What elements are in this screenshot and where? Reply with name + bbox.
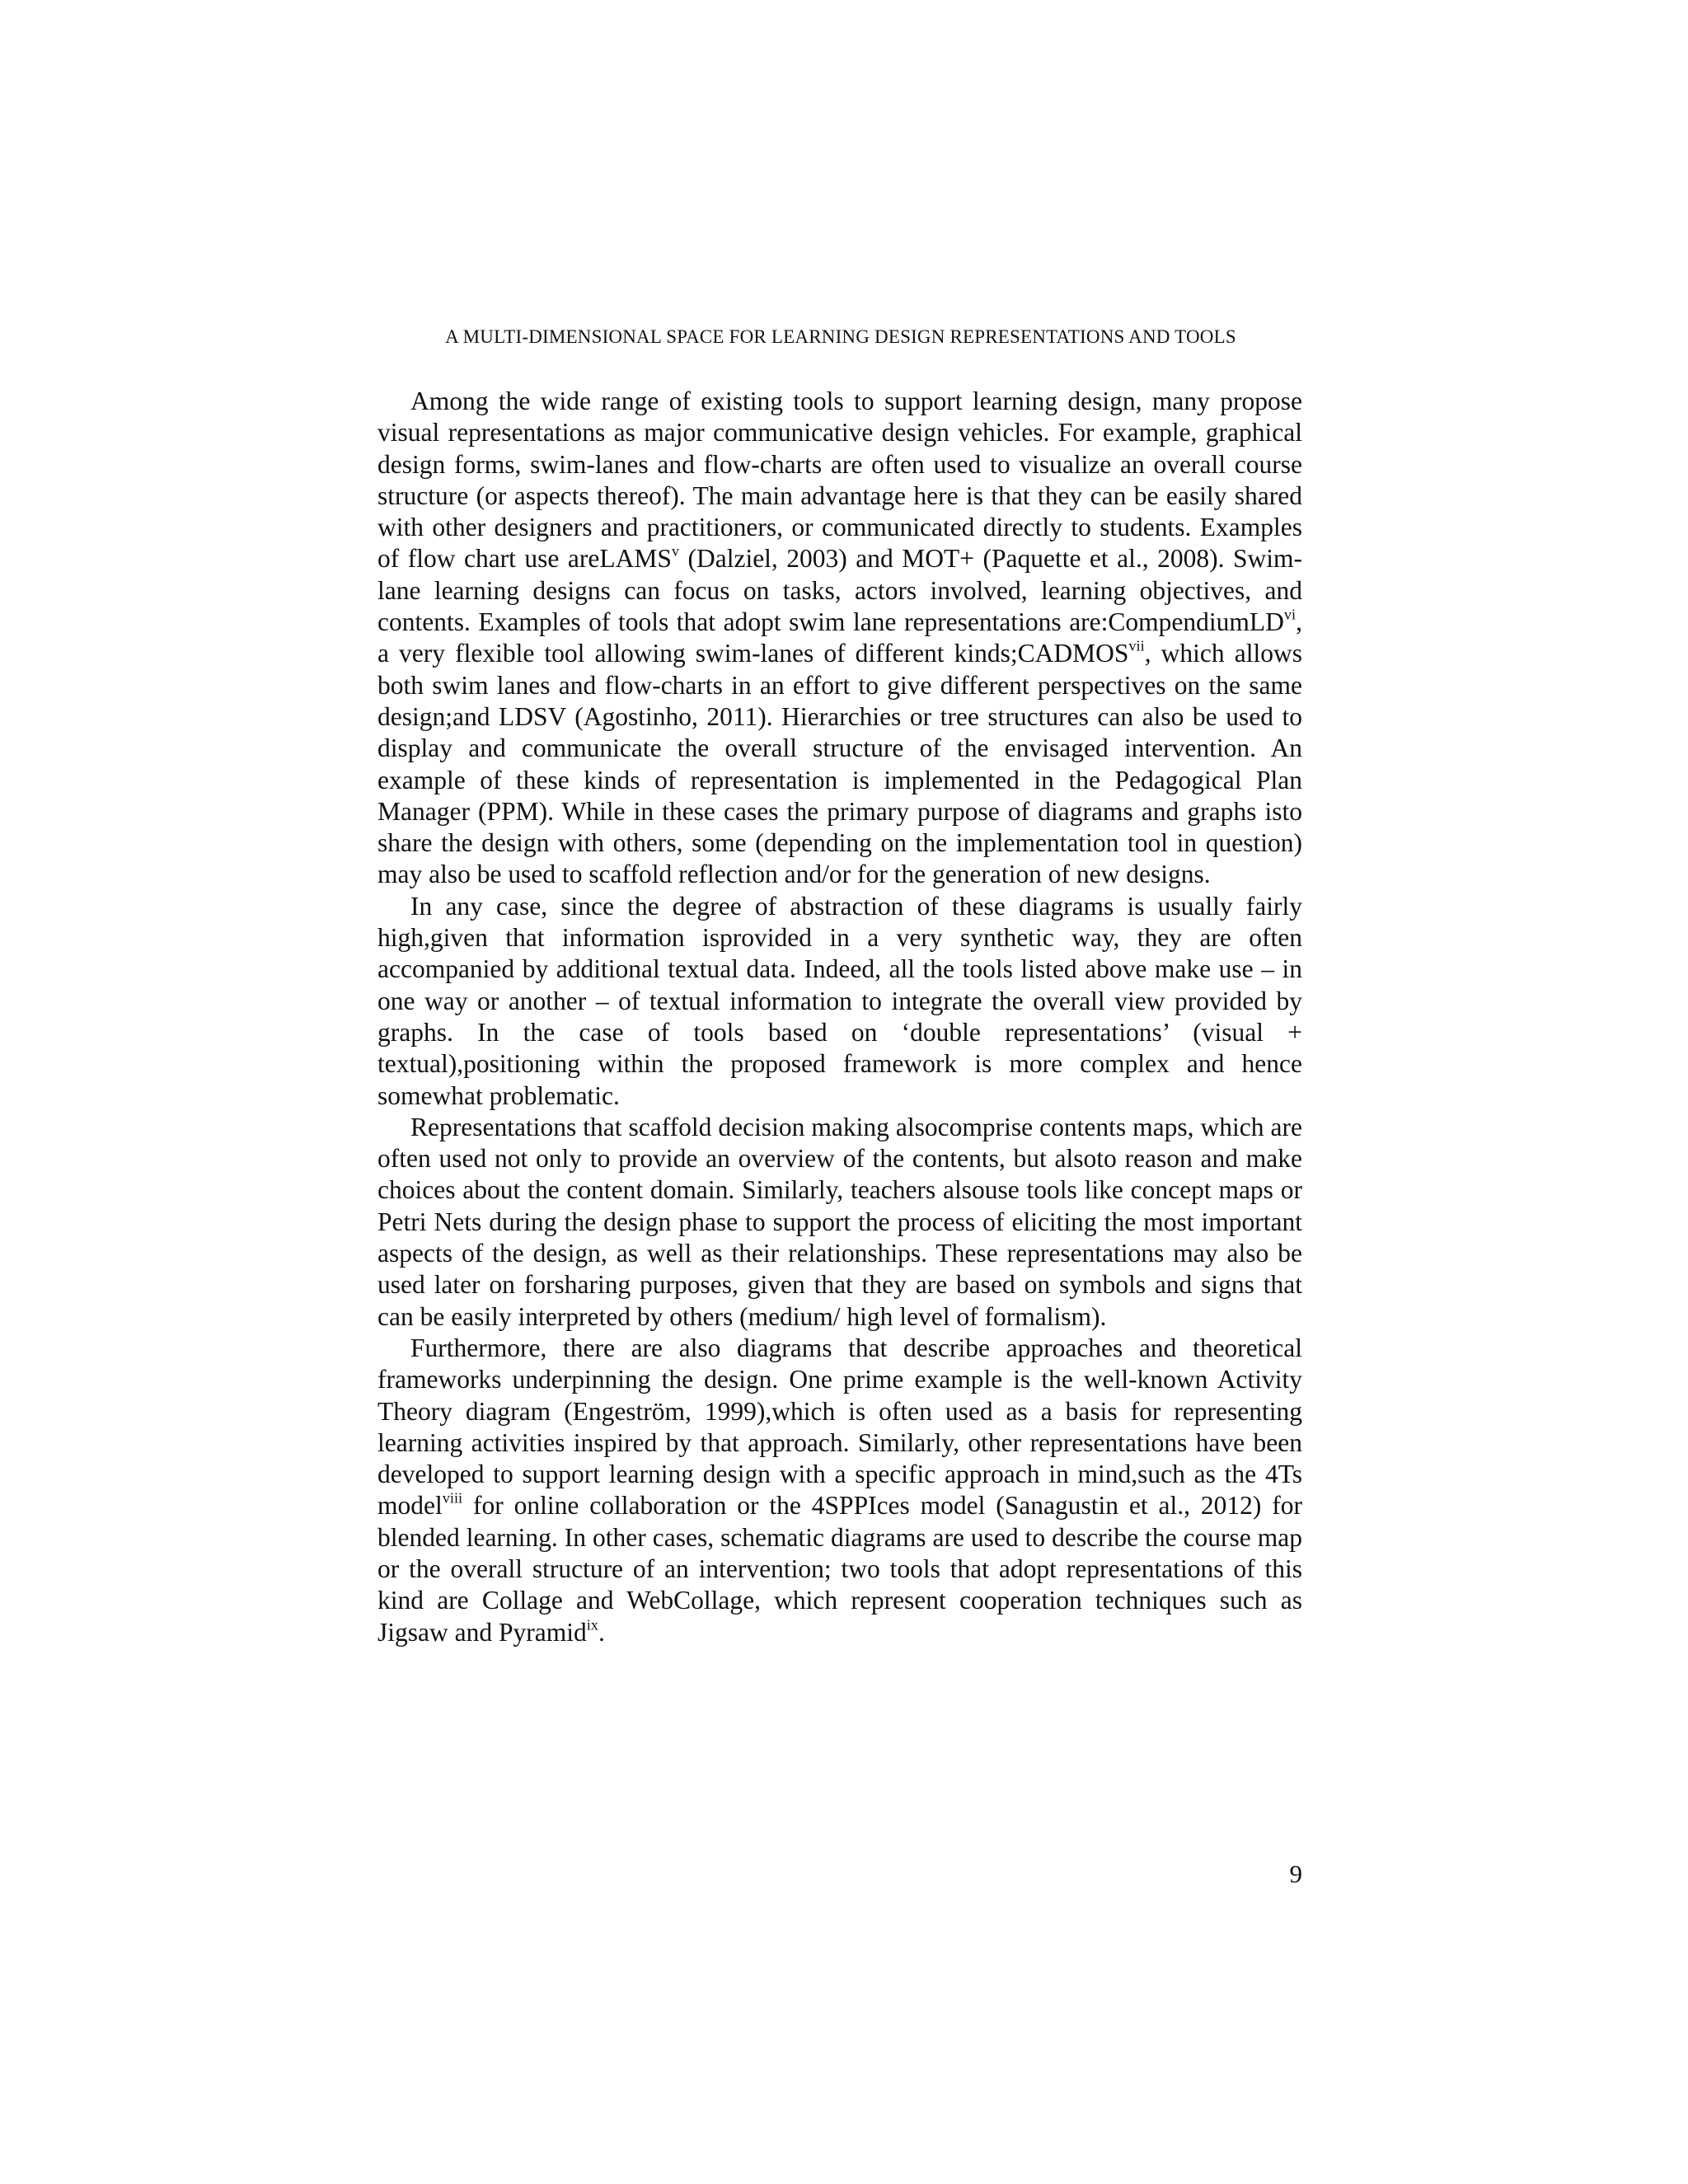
- page-number: 9: [1289, 1859, 1302, 1888]
- text-run: In any case, since the degree of abstraction of these diagrams is usually fairly high,given that information isprovided in a very synthetic way, they are often accompanied by additional textual data. Indeed, all the tools listed above make use – in one way or another – of textual information to integrate the overall view provided by graphs. In the case of tools based on ‘double representations’ (visual + textual),positioning within the proposed framework is more complex and hence somewhat problematic.: [377, 891, 1302, 1110]
- paragraph-3: [377, 1112, 1302, 1333]
- running-header: A MULTI-DIMENSIONAL SPACE FOR LEARNING DESIGN REPRESENTATIONS AND TOOLS: [445, 326, 1236, 347]
- text-run: , which allows both swim lanes and flow-charts in an effort to give different perspectives on the same design;and LDSV (Agostinho, 2011). Hierarchies or tree structures can also be used to display and communicate the overall structure of the envisaged intervention. An example of these kinds of representation is implemented in the Pedagogical Plan Manager (PPM). While in these cases the primary purpose of diagrams and graphs isto share the design with others, some (depending on the implementation tool in question) may also be used to scaffold reflection and/or for the generation of new designs.: [377, 639, 1302, 889]
- paragraph-1: [377, 386, 1302, 891]
- footnote-marker: v: [671, 542, 679, 560]
- text-run: Among the wide range of existing tools to support learning design, many propose visual representations as major communicative design vehicles. For example, graphical design forms, swim-lanes and flow-charts are often used to visualize an overall course structure (or aspects thereof). The main advantage here is that they can be easily shared with other designers and practitioners, or communicated directly to students. Examples of flow chart use areLAMS: [377, 387, 1302, 574]
- paragraph-2: [377, 891, 1302, 1112]
- text-run: Representations that scaffold decision making alsocomprise contents maps, which are often used not only to provide an overview of the contents, but alsoto reason and make choices about the content domain. Similarly, teachers alsouse tools like concept maps or Petri Nets during the design phase to support the process of eliciting the most important aspects of the design, as well as their relationships. These representations may also be used later on forsharing purposes, given that they are based on symbols and signs that can be easily interpreted by others (medium/ high level of formalism).: [377, 1112, 1302, 1331]
- footnote-marker: viii: [442, 1489, 463, 1507]
- text-run: Furthermore, there are also diagrams that describe approaches and theoretical frameworks underpinning the design. One prime example is the well-known Activity Theory diagram (Engeström, 1999),which is often used as a basis for representing learning activities inspired by that approach. Similarly, other representations have been developed to support learning design with a specific approach in mind,such as the 4Ts model: [377, 1333, 1302, 1521]
- text-run: , a very flexible tool allowing swim-lanes of different kinds;CADMOS: [377, 607, 1302, 668]
- footnote-marker: ix: [586, 1615, 598, 1633]
- text-run: for online collaboration or the 4SPPIces model (Sanagustin et al., 2012) for blended learning. In other cases, schematic diagrams are used to describe the course map or the overall structure of an intervention; two tools that adopt representations of this kind are Collage and WebCollage, which represent cooperation techniques such as Jigsaw and Pyramid: [377, 1491, 1302, 1647]
- paragraph-4: [377, 1333, 1302, 1648]
- footnote-marker: vii: [1128, 637, 1145, 654]
- text-run: (Dalziel, 2003) and MOT+ (Paquette et al., 2008). Swim-lane learning designs can focus on tasks, actors involved, learning objectives, and contents. Examples of tools that adopt swim lane representations are:CompendiumLD: [377, 544, 1302, 637]
- footnote-marker: vi: [1283, 606, 1296, 623]
- body-text: [377, 386, 1302, 1648]
- text-run: .: [598, 1617, 605, 1647]
